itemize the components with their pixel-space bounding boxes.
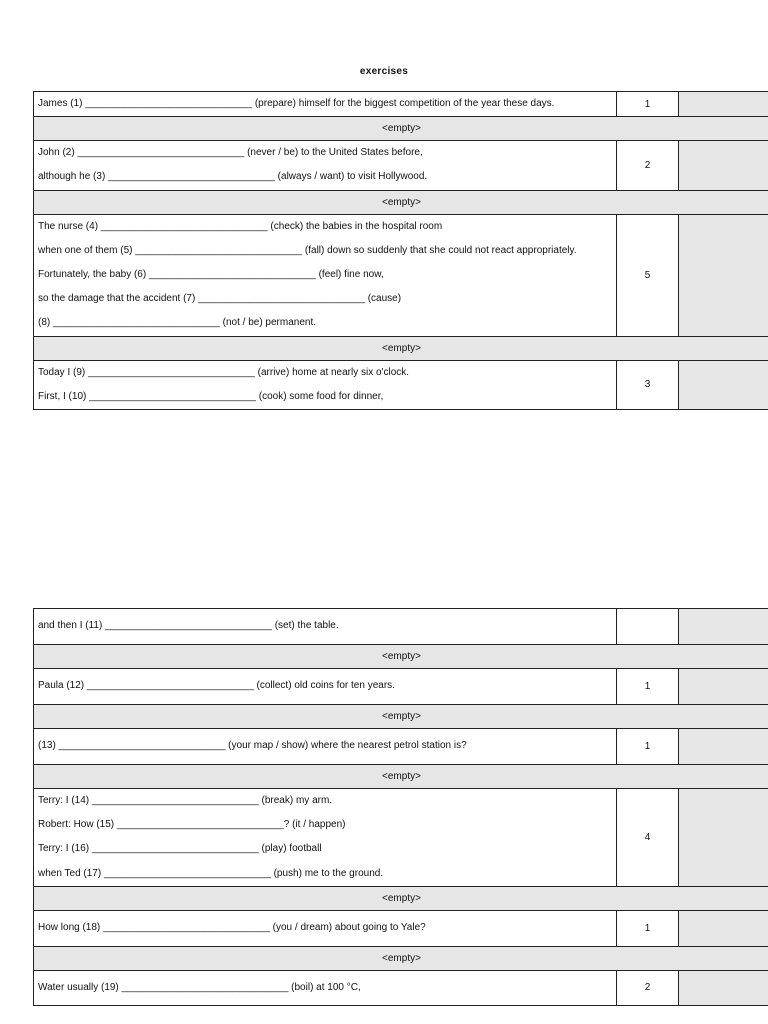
exercise-row — [34, 92, 768, 117]
question-line: Fortunately, the baby (6) ______________________________ (feel) fine now, — [38, 268, 384, 280]
question-line: when one of them (5) ______________________________ (fall) down so suddenly that she could not react appropriately. — [38, 244, 577, 256]
question-cell — [34, 214, 617, 336]
points-cell: 5 — [617, 214, 679, 336]
exercise-row — [34, 970, 768, 1005]
empty-label: <empty> — [34, 645, 768, 669]
question-line: so the damage that the accident (7) ______________________________ (cause) — [38, 293, 402, 305]
separator-row — [34, 190, 768, 214]
question-line: Today I (9) ______________________________ (arrive) home at nearly six o'clock. — [38, 366, 410, 378]
points-cell: 1 — [617, 910, 679, 946]
score-box — [679, 910, 768, 946]
question-cell — [34, 669, 617, 705]
points-cell: 2 — [617, 970, 679, 1005]
separator-row — [34, 946, 768, 970]
question-line: Robert: How (15) ______________________________? (it / happen) — [38, 819, 346, 831]
question-cell — [34, 789, 617, 887]
separator-row — [34, 705, 768, 729]
exercise-row — [34, 669, 768, 705]
points-cell: 2 — [617, 141, 679, 190]
question-line: How long (18) ______________________________ (you / dream) about going to Yale? — [38, 922, 426, 934]
question-cell — [34, 360, 617, 409]
question-line: The nurse (4) ______________________________ (check) the babies in the hospital room — [38, 220, 443, 232]
points-cell: 3 — [617, 360, 679, 409]
points-cell: 1 — [617, 669, 679, 705]
score-box — [679, 729, 768, 765]
question-cell — [34, 910, 617, 946]
question-cell — [34, 92, 617, 117]
exercise-row — [34, 141, 768, 190]
exercise-row — [34, 910, 768, 946]
score-box — [679, 360, 768, 409]
page-title: exercises — [359, 66, 409, 77]
exercise-row — [34, 360, 768, 409]
separator-row — [34, 886, 768, 910]
question-line: Paula (12) ______________________________ (collect) old coins for ten years. — [38, 680, 395, 692]
score-box — [679, 92, 768, 117]
exercise-row — [34, 789, 768, 887]
empty-label: <empty> — [34, 946, 768, 970]
question-line: Terry: I (14) ______________________________ (break) my arm. — [38, 795, 333, 806]
score-box — [679, 669, 768, 705]
empty-label: <empty> — [34, 117, 768, 141]
question-line: (13) ______________________________ (your map / show) where the nearest petrol station is? — [38, 740, 467, 752]
exercise-table-page-2 — [33, 608, 768, 1006]
empty-label: <empty> — [34, 705, 768, 729]
question-line: John (2) ______________________________ (never / be) to the United States before, — [38, 147, 423, 159]
question-line: James (1) ______________________________ (prepare) himself for the biggest competition of the year these days. — [38, 98, 555, 109]
points-cell — [617, 609, 679, 645]
empty-label: <empty> — [34, 765, 768, 789]
empty-label: <empty> — [34, 886, 768, 910]
points-cell: 4 — [617, 789, 679, 887]
separator-row — [34, 117, 768, 141]
separator-row — [34, 645, 768, 669]
question-cell — [34, 729, 617, 765]
question-line: Terry: I (16) ______________________________ (play) football — [38, 843, 322, 855]
points-cell: 1 — [617, 729, 679, 765]
question-line: (8) ______________________________ (not / be) permanent. — [38, 317, 317, 329]
question-line: Water usually (19) ______________________________ (boil) at 100 °C, — [38, 981, 361, 993]
score-box — [679, 609, 768, 645]
separator-row — [34, 765, 768, 789]
score-box — [679, 970, 768, 1005]
exercise-row — [34, 609, 768, 645]
separator-row — [34, 336, 768, 360]
question-line: First, I (10) ______________________________ (cook) some food for dinner, — [38, 390, 384, 402]
question-line: although he (3) ______________________________ (always / want) to visit Hollywood. — [38, 171, 428, 183]
score-box — [679, 141, 768, 190]
exercise-table-page-1 — [33, 91, 768, 410]
question-cell — [34, 609, 617, 645]
score-box — [679, 789, 768, 887]
exercise-row — [34, 214, 768, 336]
question-line: and then I (11) ______________________________ (set) the table. — [38, 620, 339, 632]
empty-label: <empty> — [34, 190, 768, 214]
question-cell — [34, 970, 617, 1005]
score-box — [679, 214, 768, 336]
exercise-row — [34, 729, 768, 765]
points-cell: 1 — [617, 92, 679, 117]
empty-label: <empty> — [34, 336, 768, 360]
question-line: when Ted (17) ______________________________ (push) me to the ground. — [38, 867, 384, 879]
question-cell — [34, 141, 617, 190]
